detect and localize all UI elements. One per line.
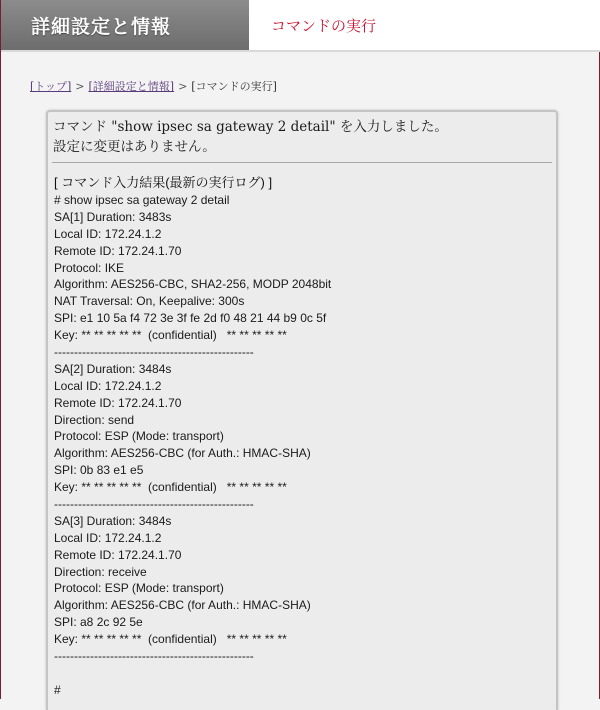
log-line: Remote ID: 172.24.1.70 [54, 395, 182, 410]
status-message-no-change: 設定に変更はありません。 [53, 139, 216, 155]
page-header [1, 0, 600, 52]
log-line: Direction: receive [54, 564, 147, 579]
log-line: -------------------------------------------------- [54, 345, 254, 360]
log-line: # show ipsec sa gateway 2 detail [54, 193, 230, 207]
log-line: Protocol: ESP (Mode: transport) [54, 581, 224, 596]
log-line: Algorithm: AES256-CBC (for Auth.: HMAC-SHA) [54, 598, 311, 613]
log-line: Remote ID: 172.24.1.70 [54, 547, 182, 562]
log-line: Algorithm: AES256-CBC, SHA2-256, MODP 2048bit [54, 277, 332, 292]
breadcrumb [30, 78, 277, 94]
log-line: Protocol: ESP (Mode: transport) [54, 429, 224, 444]
page-title: コマンドの実行 [249, 0, 600, 50]
breadcrumb-link-top[interactable]: [トップ] [30, 80, 72, 93]
log-line: SA[3] Duration: 3484s [54, 513, 172, 528]
log-line: Protocol: IKE [54, 260, 125, 275]
command-log [54, 192, 550, 699]
log-line: Key: ** ** ** ** ** (confidential) ** ** ** ** ** [54, 632, 287, 647]
log-line: -------------------------------------------------- [54, 649, 254, 664]
log-line: Remote ID: 172.24.1.70 [54, 243, 182, 258]
breadcrumb-current: [コマンドの実行] [191, 80, 277, 93]
breadcrumb-separator: > [178, 80, 188, 93]
command-result-panel [46, 110, 558, 710]
log-line: SPI: a8 2c 92 5e [54, 615, 143, 630]
log-line: Direction: send [54, 412, 135, 427]
log-line: SPI: 0b 83 e1 e5 [54, 463, 144, 478]
status-message [53, 117, 549, 157]
log-line: Algorithm: AES256-CBC (for Auth.: HMAC-SHA) [54, 446, 311, 461]
log-line: SA[1] Duration: 3483s [54, 209, 172, 224]
log-line: SA[2] Duration: 3484s [54, 361, 172, 376]
log-line: Local ID: 172.24.1.2 [54, 530, 162, 545]
breadcrumb-link-detail[interactable]: [詳細設定と情報] [88, 80, 175, 93]
log-line: Local ID: 172.24.1.2 [54, 378, 162, 393]
divider [52, 162, 552, 163]
log-line [54, 665, 550, 682]
log-line: Key: ** ** ** ** ** (confidential) ** ** ** ** ** [54, 328, 287, 343]
section-title: 詳細設定と情報 [1, 0, 249, 50]
log-line: Local ID: 172.24.1.2 [54, 226, 162, 241]
status-message-command: コマンド "show ipsec sa gateway 2 detail" を入力しました。 [53, 119, 448, 135]
breadcrumb-separator: > [75, 80, 85, 93]
log-line: SPI: e1 10 5a f4 72 3e 3f fe 2d f0 48 21 44 b9 0c 5f [54, 311, 327, 326]
result-title: [ コマンド入力結果(最新の実行ログ) ] [54, 175, 273, 190]
log-line: NAT Traversal: On, Keepalive: 300s [54, 294, 245, 309]
log-line: Key: ** ** ** ** ** (confidential) ** ** ** ** ** [54, 480, 287, 495]
log-line: # [54, 682, 61, 697]
log-line: -------------------------------------------------- [54, 497, 254, 512]
